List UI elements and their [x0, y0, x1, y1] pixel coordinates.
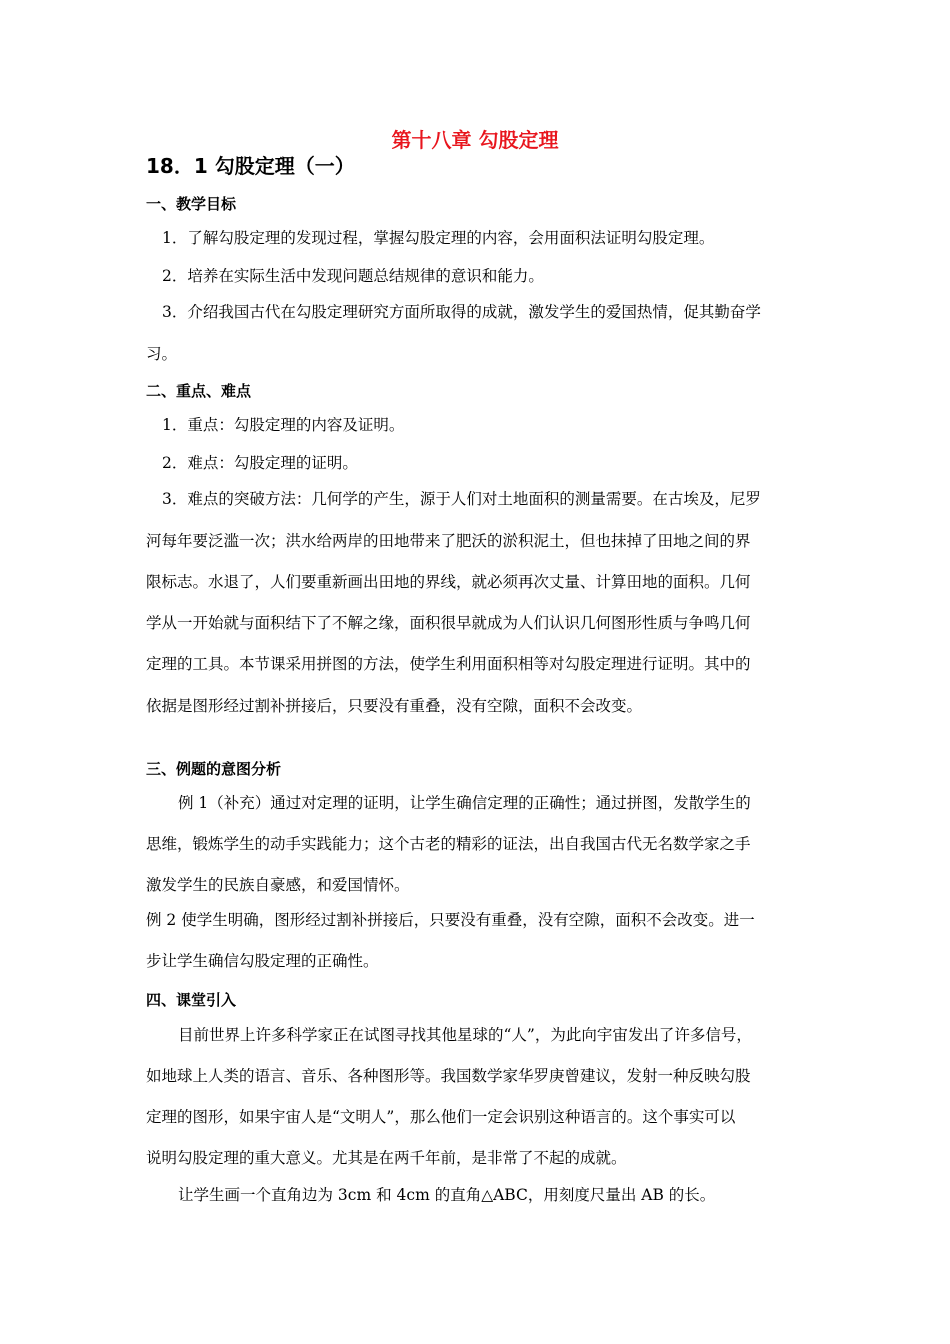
heading-class-intro: 四、课堂引入	[146, 991, 237, 1009]
paragraph-line: 目前世界上许多科学家正在试图寻找其他星球的“人”，为此向宇宙发出了许多信号，	[178, 1026, 752, 1044]
heading-key-points: 二、重点、难点	[146, 382, 252, 400]
paragraph-line: 限标志。水退了，人们要重新画出田地的界线，就必须再次丈量、计算田地的面积。几何	[146, 573, 751, 591]
paragraph-line: 步让学生确信勾股定理的正确性。	[146, 952, 379, 970]
paragraph-line: 1．重点：勾股定理的内容及证明。	[162, 416, 405, 434]
paragraph-line: 2．难点：勾股定理的证明。	[162, 454, 358, 472]
paragraph-line: 3．难点的突破方法：几何学的产生，源于人们对土地面积的测量需要。在古埃及，尼罗	[162, 490, 761, 508]
paragraph-line: 例 1（补充）通过对定理的证明，让学生确信定理的正确性；通过拼图，发散学生的	[178, 794, 751, 812]
heading-teaching-goals: 一、教学目标	[146, 195, 237, 213]
paragraph-line: 河每年要泛滥一次；洪水给两岸的田地带来了肥沃的淤积泥土，但也抹掉了田地之间的界	[146, 532, 751, 550]
paragraph-line: 定理的图形，如果宇宙人是“文明人”，那么他们一定会识别这种语言的。这个事实可以	[146, 1108, 736, 1126]
chapter-title: 第十八章 勾股定理	[391, 128, 559, 152]
paragraph-line: 说明勾股定理的重大意义。尤其是在两千年前，是非常了不起的成就。	[146, 1149, 627, 1167]
paragraph-line: 激发学生的民族自豪感，和爱国情怀。	[146, 876, 410, 894]
paragraph-line: 学从一开始就与面积结下了不解之缘，面积很早就成为人们认识几何图形性质与争鸣几何	[146, 614, 751, 632]
paragraph-line: 习。	[146, 345, 178, 363]
paragraph-line: 1．了解勾股定理的发现过程，掌握勾股定理的内容，会用面积法证明勾股定理。	[162, 229, 715, 247]
heading-example-intent: 三、例题的意图分析	[146, 760, 282, 778]
paragraph-line: 3．介绍我国古代在勾股定理研究方面所取得的成就，激发学生的爱国热情，促其勤奋学	[162, 303, 761, 321]
paragraph-line: 思维，锻炼学生的动手实践能力；这个古老的精彩的证法，出自我国古代无名数学家之手	[146, 835, 751, 853]
paragraph-line: 定理的工具。本节课采用拼图的方法，使学生利用面积相等对勾股定理进行证明。其中的	[146, 655, 751, 673]
paragraph-line: 2．培养在实际生活中发现问题总结规律的意识和能力。	[162, 267, 544, 285]
paragraph-line: 依据是图形经过割补拼接后，只要没有重叠，没有空隙，面积不会改变。	[146, 697, 643, 715]
paragraph-line: 如地球上人类的语言、音乐、各种图形等。我国数学家华罗庚曾建议，发射一种反映勾股	[146, 1067, 751, 1085]
paragraph-line: 例 2 使学生明确，图形经过割补拼接后，只要没有重叠，没有空隙，面积不会改变。进一	[146, 911, 755, 929]
section-title: 18．1 勾股定理（一）	[146, 154, 355, 178]
paragraph-line: 让学生画一个直角边为 3cm 和 4cm 的直角△ABC，用刻度尺量出 AB 的长。	[178, 1186, 716, 1204]
